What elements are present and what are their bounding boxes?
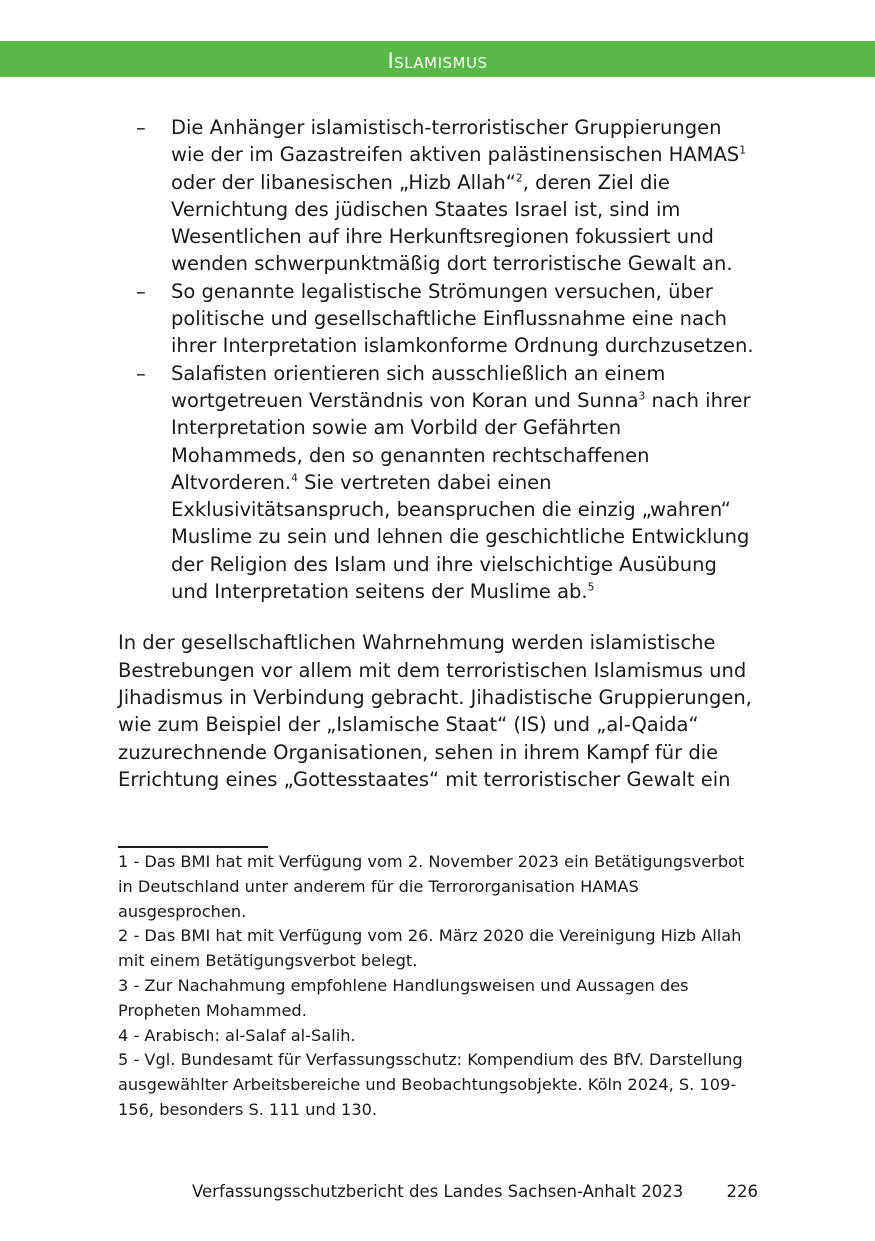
section-header-bar — [0, 41, 875, 77]
footnotes — [118, 850, 758, 1123]
footnote-ref: 2 — [515, 171, 523, 185]
bullet-dash: – — [136, 279, 146, 303]
page-number: 226 — [726, 1182, 758, 1201]
footnote-divider — [118, 846, 268, 848]
footnote-1: 1 - Das BMI hat mit Verfügung vom 2. November 2023 ein Betätigungsverbot in Deutschland unter anderem für die Terrororganisation HAMAS ausgesprochen. — [118, 852, 745, 921]
section-title: Islamismus — [387, 49, 488, 73]
bullet-text: Die Anhänger islamistisch-terroristischer Gruppierungen wie der im Gazastreifen aktiven palästinensischen HAMAS$^1$ oder der libanesischen „Hizb Allah“$^2$, deren Ziel die Vernichtung des jüdischen Staates Israel ist, sind im Wesentlichen auf ihre Herkunftsregionen fokussiert und wenden schwerpunktmäßig dort terroristische Gewalt an. — [171, 116, 747, 276]
footnote-3: 3 - Zur Nachahmung empfohlene Handlungsweisen und Aussagen des Propheten Mohammed. — [118, 975, 689, 1020]
footnote-ref: 4 — [291, 471, 298, 485]
footnote-2: 2 - Das BMI hat mit Verfügung vom 26. März 2020 die Vereinigung Hizb Allah mit einem Betätigungsverbot belegt. — [118, 926, 742, 971]
bullet-text: So genannte legalistische Strömungen versuchen, über politische und gesellschaftliche Einflussnahme eine nach ihrer Interpretation islamkonforme Ordnung durchzusetzen. — [171, 279, 754, 358]
footnote-4: 4 - Arabisch: al-Salaf al-Salih. — [118, 1025, 356, 1045]
body-paragraph: In der gesellschaftlichen Wahrnehmung werden islamistische Bestrebungen vor allem mit dem terroristischen Islamismus und Jihadismus in Verbindung gebracht. Jihadistische Gruppierungen, wie zum Beispiel der „Islamische Staat“ (IS) und „al-Qaida“ zuzurechnende Organisationen, sehen in ihrem Kampf für die Errichtung eines „Gottesstaates“ mit terroristischer Gewalt ein — [118, 631, 752, 791]
footnote-ref: 1 — [739, 143, 747, 157]
footnote-ref: 5 — [587, 580, 595, 594]
footer-publication-title: Verfassungsschutzbericht des Landes Sachsen-Anhalt 2023 — [192, 1182, 684, 1201]
bullet-dash: – — [136, 116, 146, 139]
bullet-item — [118, 360, 758, 606]
footnote-ref: 3 — [638, 389, 646, 403]
main-content — [118, 114, 758, 813]
bullet-dash: – — [136, 361, 146, 385]
bullet-text: Salafisten orientieren sich ausschließlich an einem wortgetreuen Verständnis von Koran und Sunna$^3$ nach ihrer Interpretation sowie am Vorbild der Gefährten Mohammeds, den so genannten rechtschaffenen Altvorderen.$^4$ Sie vertreten dabei einen Exklusivitätsanspruch, beanspruchen die einzig „wahren“ Muslime zu sein und lehnen die geschichtliche Entwicklung der Religion des Islam und ihre vielschichtige Ausübung und Interpretation seitens der Muslime ab.$^5$ — [171, 361, 751, 604]
bullet-item — [118, 114, 758, 278]
bullet-item — [118, 278, 758, 360]
footnote-5: 5 - Vgl. Bundesamt für Verfassungsschutz: Kompendium des BfV. Darstellung ausgewählter Arbeitsbereiche und Beobachtungsobjekte. Köln 2024, S. 109-156, besonders S. 111 und 130. — [118, 1050, 743, 1119]
bullet-list — [118, 114, 758, 605]
